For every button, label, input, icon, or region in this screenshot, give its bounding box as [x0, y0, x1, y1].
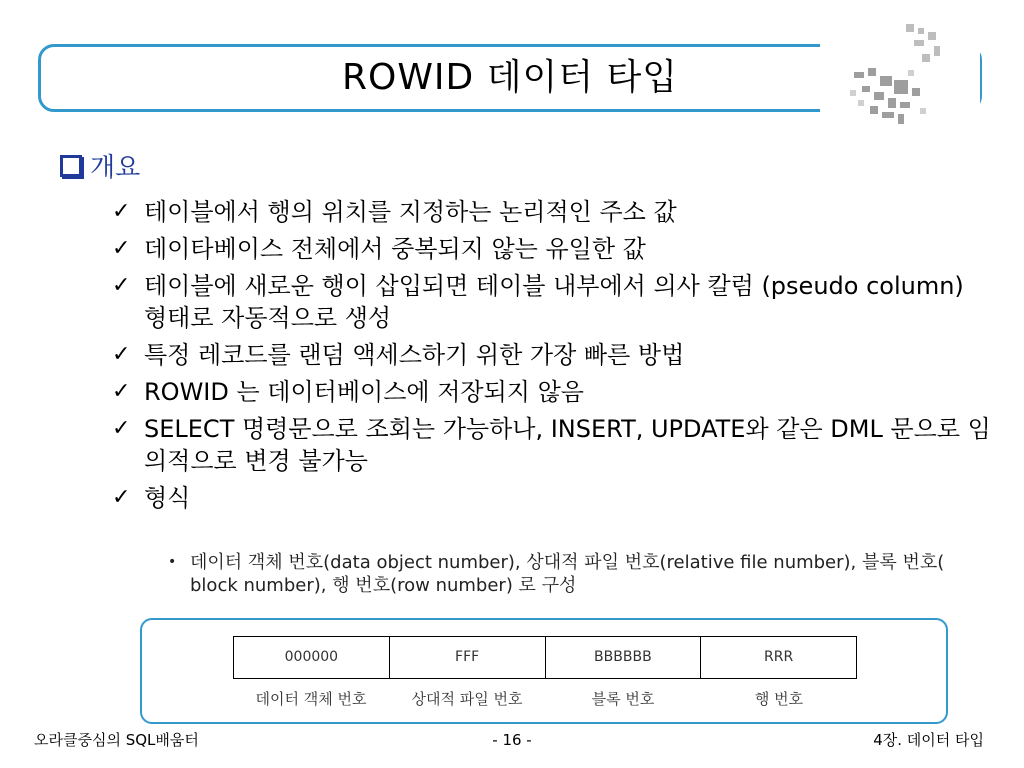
- checkmark-icon: ✓: [112, 273, 131, 298]
- format-cell-row: RRR: [700, 637, 856, 678]
- list-item-text: SELECT 명령문으로 조회는 가능하나, INSERT, UPDATE와 같은 DML 문으로 임의적으로 변경 불가능: [144, 415, 991, 475]
- list-item-text: 테이블에서 행의 위치를 지정하는 논리적인 주소 값: [144, 198, 677, 226]
- format-cell-block: BBBBBB: [545, 637, 701, 678]
- format-cell-object: 000000: [284, 649, 339, 665]
- list-item-text: 데이타베이스 전체에서 중복되지 않는 유일한 값: [144, 235, 646, 263]
- format-label-file: 상대적 파일 번호: [411, 690, 523, 708]
- section-heading: [60, 150, 140, 186]
- rowid-format-cells: [233, 636, 857, 679]
- list-item: [112, 196, 992, 228]
- list-item: [112, 339, 992, 371]
- checkmark-icon: ✓: [112, 485, 131, 510]
- bullet-dot-icon: •: [168, 554, 177, 570]
- list-item: [112, 413, 992, 477]
- checkmark-icon: ✓: [112, 379, 131, 404]
- list-item: [112, 233, 992, 265]
- footer-chapter: 4장. 데이터 타입: [873, 731, 984, 749]
- bullet-list: [112, 196, 992, 519]
- checkmark-icon: ✓: [112, 342, 131, 367]
- list-item-text: 형식: [144, 484, 191, 512]
- format-label-row: 행 번호: [754, 690, 804, 708]
- slide-title: ROWID 데이터 타입: [341, 57, 679, 98]
- checkmark-icon: ✓: [112, 199, 131, 224]
- sub-bullet-text: 데이터 객체 번호(data object number), 상대적 파일 번호(relative file number), 블록 번호( block number), 행 번호(row number) 로 구성: [190, 552, 945, 596]
- list-item: [112, 270, 992, 334]
- section-heading-text: 개요: [90, 153, 141, 183]
- sub-bullet: [168, 551, 948, 597]
- checkmark-icon: ✓: [112, 416, 131, 441]
- list-item: [112, 376, 992, 408]
- format-label-object: 데이터 객체 번호: [255, 690, 367, 708]
- list-item: [112, 482, 992, 514]
- page-number: - 16 -: [492, 731, 532, 749]
- checkbox-icon: [60, 155, 82, 177]
- format-cell-file: FFF: [389, 637, 545, 678]
- list-item-text: 테이블에 새로운 행이 삽입되면 테이블 내부에서 의사 칼럼 (pseudo column) 형태로 자동적으로 생성: [144, 272, 964, 332]
- checkmark-icon: ✓: [112, 236, 131, 261]
- decorative-clipart-icon: [834, 20, 954, 130]
- footer-book-title: 오라클중심의 SQL배움터: [34, 731, 199, 749]
- rowid-format-labels: [233, 687, 857, 711]
- list-item-text: ROWID 는 데이터베이스에 저장되지 않음: [144, 378, 584, 406]
- format-label-block: 블록 번호: [591, 690, 655, 708]
- list-item-text: 특정 레코드를 랜덤 액세스하기 위한 가장 빠른 방법: [144, 341, 685, 369]
